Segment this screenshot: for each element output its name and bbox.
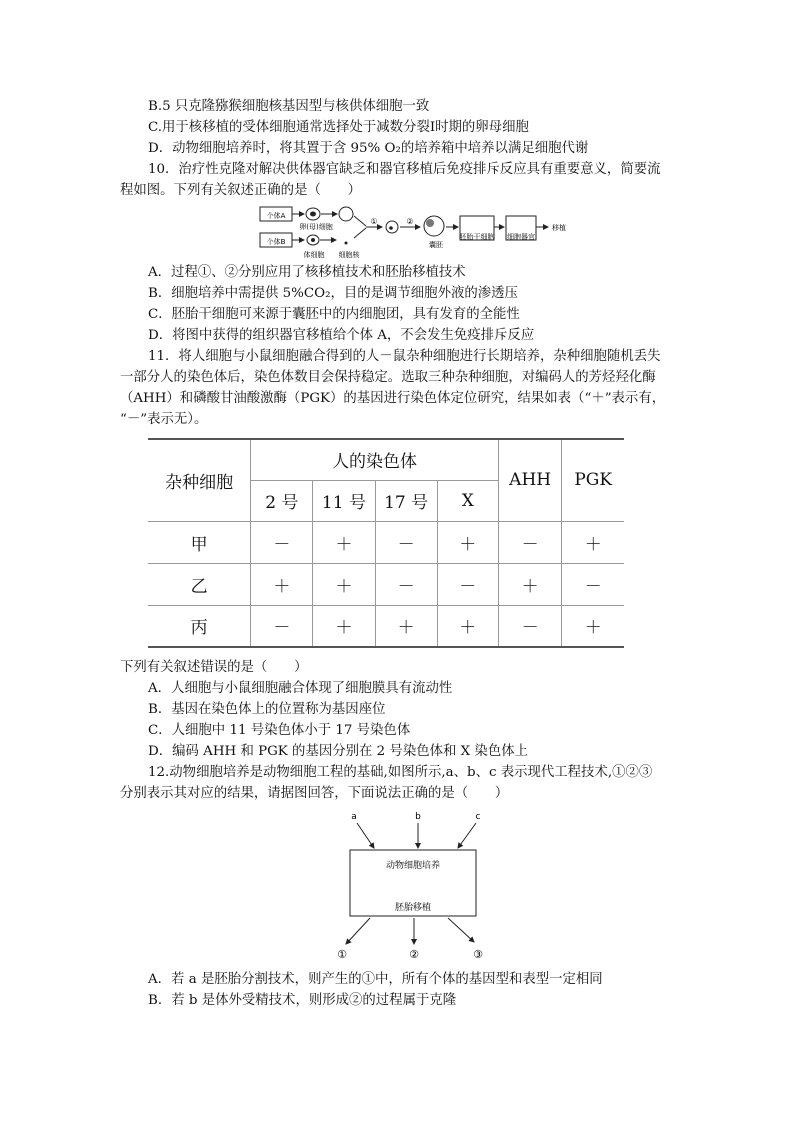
q10-option-a: A．过程①、②分别应用了核移植技术和胚胎移植技术 [148,265,466,280]
body-cell-label: 体细胞 [303,251,325,259]
table-header-chrx: X [437,480,498,521]
q10-stem-line1: 10．治疗性克隆对解决供体器官缺乏和器官移植后免疫排斥反应具有重要意义，简要流 [148,162,661,177]
table-cell: ＋ [437,605,498,647]
table-header-ahh: AHH [498,439,562,521]
enucleated-egg-icon [339,207,353,221]
q10-option-c: C．胚胎干细胞可来源于囊胚中的内细胞团，具有发育的全能性 [148,307,520,322]
q10-option-b: B．细胞培养中需提供 5%CO₂，目的是调节细胞外液的渗透压 [148,286,518,301]
q11-option-d: D．编码 AHH 和 PGK 的基因分别在 2 号染色体和 X 染色体上 [148,744,528,759]
table-cell: － [251,521,313,563]
table-cell: － [375,563,437,605]
q11-stem-line1: 11．将人细胞与小鼠细胞融合得到的人－鼠杂种细胞进行长期培养，杂种细胞随机丢失 [148,349,661,364]
q9-option-d: D．动物细胞培养时，将其置于含 95% O₂的培养箱中培养以满足细胞代谢 [148,141,589,156]
table-cell: － [437,563,498,605]
table-cell: ＋ [251,563,313,605]
q11-question: 下列有关叙述错误的是（ ） [120,660,308,675]
transplant-label: 移植 [552,224,566,232]
q10-stem-line2: 程如图。下列有关叙述正确的是（ ） [120,183,362,198]
organ-label: 细胞器官 [507,233,535,241]
table-cell: ＋ [375,605,437,647]
table-cell: ＋ [498,563,562,605]
step1-label: ① [370,217,378,226]
table-row [148,521,624,563]
stem-cell-label: 胚胎干细胞 [459,233,495,241]
table-cell: ＋ [562,605,624,647]
q10-option-d: D．将图中获得的组织器官移植给个体 A，不会发生免疫排斥反应 [148,328,535,343]
q9-option-c: C.用于核移植的受体细胞通常选择处于减数分裂Ⅰ时期的卵母细胞 [148,120,529,135]
table-row-header: 杂种细胞 [148,439,251,521]
table-row-name: 甲 [148,521,251,563]
table-cell: － [562,563,624,605]
egg-cell-label: 卵(母)细胞 [299,223,333,231]
q12-diagram [330,808,500,964]
q12-option-b: B．若 b 是体外受精技术，则形成②的过程属于克隆 [148,993,457,1008]
chromosome-table [148,438,624,648]
q11-option-a: A．人细胞与小鼠细胞融合体现了细胞膜具有流动性 [148,681,453,696]
result-2: ② [409,948,419,961]
table-cell: － [498,605,562,647]
q11-stem-line4: “－”表示无）。 [120,412,208,427]
table-cell: ＋ [313,605,375,647]
individual-a-label: 个体A [266,212,286,220]
table-header-chr11: 11 号 [313,480,375,521]
label-c: c [475,812,481,822]
q11-option-c: C．人细胞中 11 号染色体小于 17 号染色体 [148,723,411,738]
q12-stem-line1: 12.动物细胞培养是动物细胞工程的基础,如图所示,a、b、c 表示现代工程技术,①②③ [148,765,653,780]
table-row [148,563,624,605]
q11-stem-line3: （AHH）和磷酸甘油酸激酶（PGK）的基因进行染色体定位研究，结果如表（“＋”表示有， [120,391,666,406]
table-cell: － [498,521,562,563]
table-cell: ＋ [313,521,375,563]
individual-b-label: 个体B [266,238,286,246]
result-1: ① [337,948,347,961]
q12-option-a: A．若 a 是胚胎分割技术，则产生的①中，所有个体的基因型和表型一定相同 [148,972,603,987]
table-header-chr2: 2 号 [251,480,313,521]
nucleus-label: 细胞核 [338,251,360,259]
blastocyst-label: 囊胚 [429,241,443,249]
table-row-name: 丙 [148,605,251,647]
box-bottom-label: 胚胎移植 [394,903,432,913]
table-cell: ＋ [437,521,498,563]
table-cell: － [251,605,313,647]
step2-label: ② [406,217,414,226]
label-a: a [351,812,357,822]
q9-option-b: B.5 只克隆猕猴细胞核基因型与核供体细胞一致 [148,99,430,114]
q10-flow-diagram [258,202,588,260]
q11-option-b: B．基因在染色体上的位置称为基因座位 [148,702,386,717]
result-3: ③ [473,948,483,961]
label-b: b [415,812,421,822]
q12-stem-line2: 分别表示其对应的结果，请据图回答，下面说法正确的是（ ） [120,786,509,801]
table-row-name: 乙 [148,563,251,605]
table-group-header: 人的染色体 [251,439,499,480]
table-cell: ＋ [313,563,375,605]
blastocyst-icon [424,216,444,236]
q11-stem-line2: 一部分人的染色体后，染色体数目会保持稳定。选取三种杂种细胞，对编码人的芳烃羟化酶 [120,370,656,385]
table-cell: ＋ [562,521,624,563]
table-row [148,605,624,647]
table-cell: － [375,521,437,563]
box-top-label: 动物细胞培养 [385,861,441,871]
table-header-chr17: 17 号 [375,480,437,521]
table-header-pgk: PGK [562,439,624,521]
